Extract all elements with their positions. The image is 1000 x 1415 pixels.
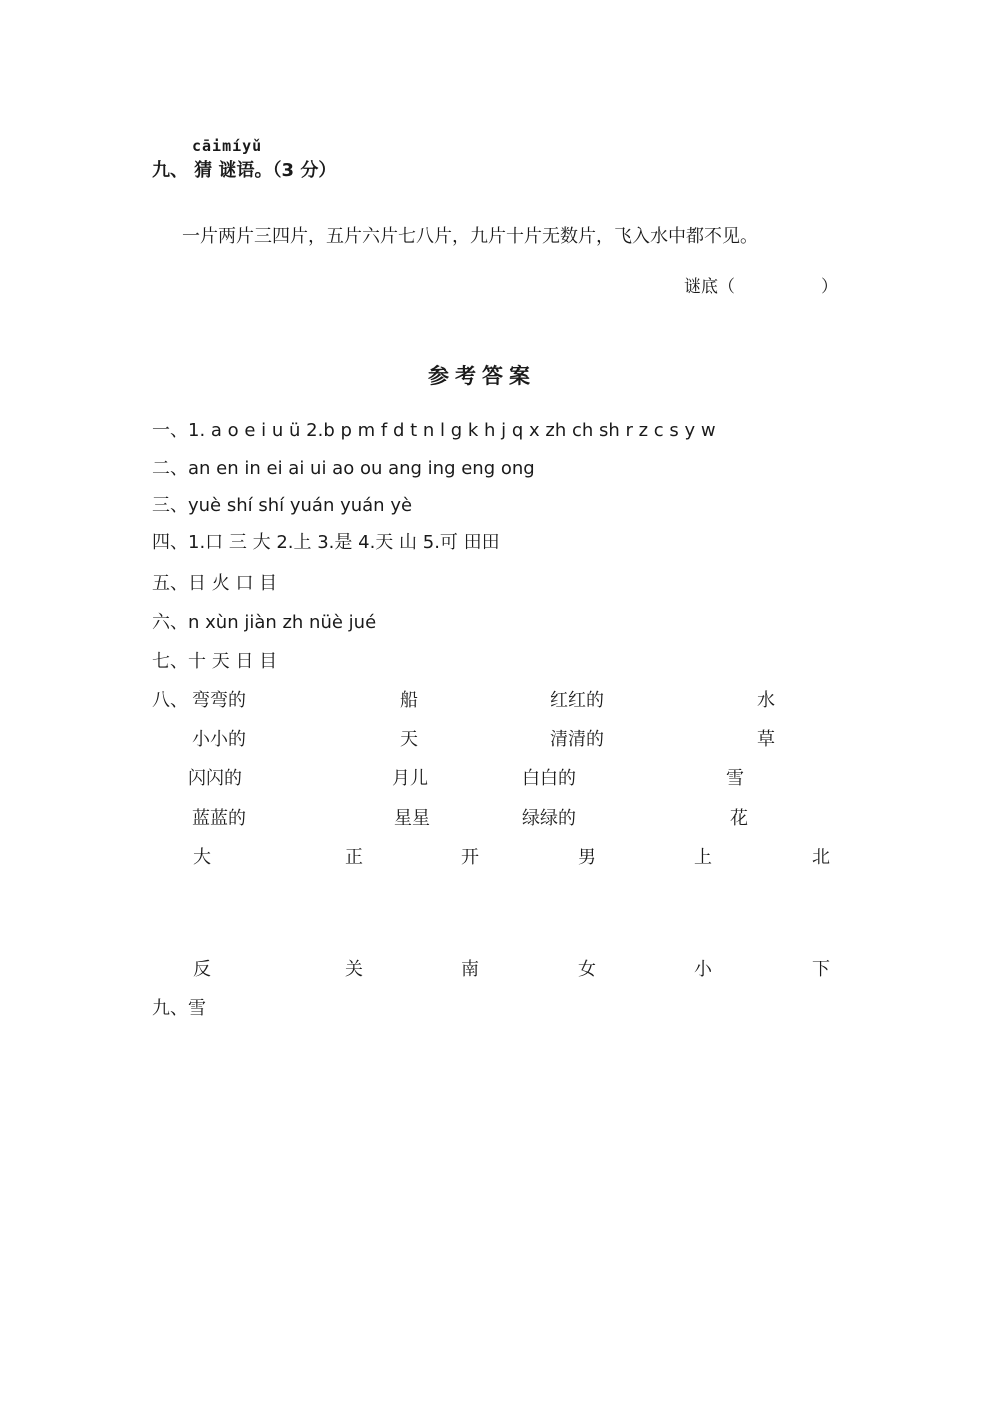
match-adjective: 闪闪的 [188, 768, 242, 789]
opposite-word: 反 [193, 959, 211, 980]
riddle-answer-slot [684, 272, 838, 297]
match-adjective: 白白的 [522, 768, 576, 789]
answer-9: 九、雪 [152, 998, 206, 1019]
match-adjective: 蓝蓝的 [192, 808, 246, 829]
opposite-word: 开 [461, 847, 479, 868]
opposite-word: 男 [578, 847, 596, 868]
question-9-title: 九、 猜 谜语。（3 分） [152, 160, 337, 181]
match-adjective: 清清的 [550, 729, 604, 750]
answer-label: 谜底（ [684, 277, 735, 297]
match-noun: 星星 [394, 808, 430, 829]
answer-line-5: 五、日 火 口 目 [152, 573, 278, 594]
opposite-word: 上 [694, 847, 712, 868]
riddle-pinyin: cāimíyǔ [192, 137, 263, 155]
match-adjective: 红红的 [550, 690, 604, 711]
answer-key-heading: 参考答案 [428, 364, 536, 388]
answer-line-3: 三、yuè shí shí yuán yuán yè [152, 495, 413, 516]
match-noun: 月儿 [392, 768, 428, 789]
answer-close: ） [821, 277, 838, 297]
match-noun: 船 [400, 690, 418, 711]
answer-line-1: 一、1. a o e i u ü 2.b p m f d t n l g k h j q x zh ch sh r z c s y w [152, 420, 716, 441]
opposite-word: 女 [578, 959, 596, 980]
opposite-word: 小 [694, 959, 712, 980]
match-noun: 花 [730, 808, 748, 829]
match-adjective: 绿绿的 [522, 808, 576, 829]
opposite-word: 南 [461, 959, 479, 980]
opposite-word: 大 [193, 847, 211, 868]
match-noun: 水 [757, 690, 775, 711]
match-noun: 草 [757, 729, 775, 750]
riddle-text: 一片两片三四片，五片六片七八片，九片十片无数片，飞入水中都不见。 [182, 226, 758, 247]
match-noun: 天 [400, 729, 418, 750]
answer-line-7: 七、十 天 日 目 [152, 651, 278, 672]
match-adjective: 弯弯的 [192, 690, 246, 711]
opposite-word: 正 [345, 847, 363, 868]
match-adjective: 小小的 [192, 729, 246, 750]
opposite-word: 北 [812, 847, 830, 868]
section-8-label: 八、 [152, 690, 188, 711]
answer-line-4: 四、1.口 三 大 2.上 3.是 4.天 山 5.可 田田 [152, 532, 500, 553]
answer-line-2: 二、an en in ei ai ui ao ou ang ing eng ong [152, 458, 535, 479]
answer-line-6: 六、n xùn jiàn zh nüè jué [152, 612, 377, 633]
match-noun: 雪 [726, 768, 744, 789]
opposite-word: 下 [812, 959, 830, 980]
opposite-word: 关 [345, 959, 363, 980]
